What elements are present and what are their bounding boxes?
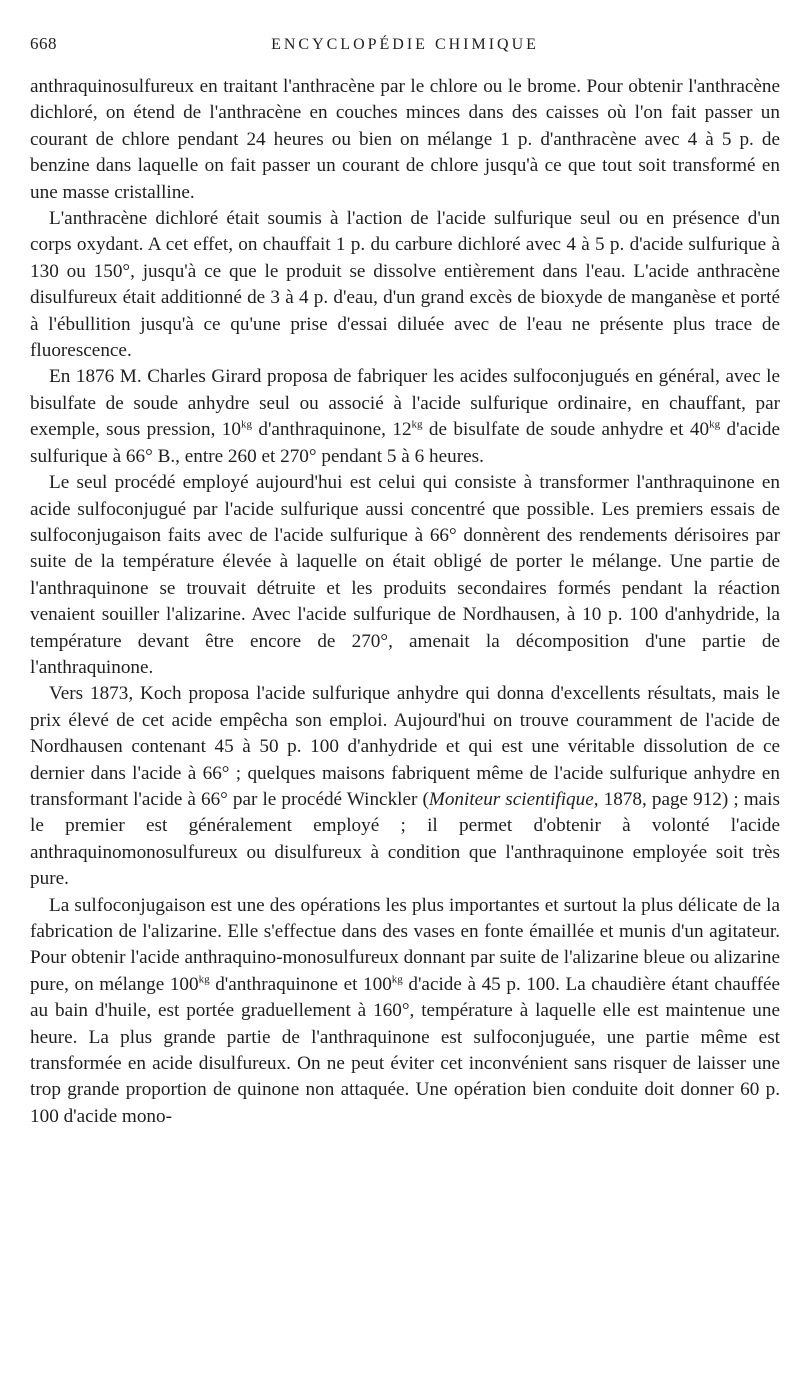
text-run: L'anthracène dichloré était soumis à l'action de l'acide sulfurique seul ou en présence d'un corps oxydant. A cet effet, on chauffait 1 p. du carbure dichloré avec 4 à 5 p. d'acide sulfurique à 130 ou 150°, jusqu'à ce que le produit se dissolve entièrement dans l'eau. L'acide anthracène disulfureux était additionné de 3 à 4 p. d'eau, d'un grand excès de bioxyde de manganèse et porté à l'ébullition jusqu'à ce qu'une prise d'essai diluée avec de l'eau ne présente plus trace de fluorescence. — [30, 208, 780, 362]
body-text — [30, 74, 780, 1130]
text-run: , 1878, page 912) ; mais le premier est généralement employé ; il permet d'obtenir à volonté l'acide anthraquinomonosulfureux ou disulfureux à condition que l'anthraquinone employée soit très pure. — [30, 788, 780, 890]
running-head: ENCYCLOPÉDIE CHIMIQUE — [271, 36, 539, 53]
page-header — [30, 34, 780, 64]
unit-superscript: kg — [411, 418, 423, 431]
paragraph — [30, 206, 780, 364]
text-run: d'acide sulfurique à 66° B., entre 260 et 270° pendant 5 à 6 heures. — [30, 419, 780, 467]
unit-superscript: kg — [198, 973, 210, 986]
unit-superscript: kg — [709, 418, 721, 431]
paragraph — [30, 893, 780, 1131]
unit-superscript: kg — [240, 418, 252, 431]
unit-superscript: kg — [391, 973, 403, 986]
paragraph — [30, 364, 780, 470]
journal-title: Moniteur scientifique — [428, 788, 594, 810]
text-run: d'acide à 45 p. 100. La chaudière étant chauffée au bain d'huile, est portée graduellement à 160°, température à laquelle elle est maintenue une heure. La plus grande partie de l'anthraquinone est sulfoconjuguée, une partie même est transformée en acide disulfureux. On ne peut éviter cet inconvénient sans risquer de laisser une trop grande proportion de quinone non attaquée. Une opération bien conduite doit donner 60 p. 100 d'acide mono- — [30, 973, 781, 1127]
page-number: 668 — [30, 34, 57, 53]
paragraph — [30, 681, 780, 892]
text-run: La sulfoconjugaison est une des opérations les plus importantes et surtout la plus délicate de la fabrication de l'alizarine. Elle s'effectue dans des vases en fonte émaillée et munis d'un agitateur. Pour obtenir l'acide anthraquino-monosulfureux donnant par suite de l'alizarine bleue ou alizarine pure, on mélange 100 — [30, 894, 780, 995]
text-run: Le seul procédé employé aujourd'hui est celui qui consiste à transformer l'anthraquinone en acide sulfoconjugué par l'acide sulfurique aussi concentré que possible. Les premiers essais de sulfoconjugaison faits avec de l'acide sulfurique à 66° donnèrent des rendements dérisoires par suite de la température élevée à laquelle on était obligé de porter le mélange. Une partie de l'anthraquinone se trouvait détruite et les produits secondaires formés pendant la réaction venaient souiller l'alizarine. Avec l'acide sulfurique de Nordhausen, à 10 p. 100 d'anhydride, la température devant être encore de 270°, amenait la décomposition d'une partie de l'anthraquinone. — [30, 472, 780, 678]
text-run: Vers 1873, Koch proposa l'acide sulfurique anhydre qui donna d'excellents résultats, mais le prix élevé de cet acide empêcha son emploi. Aujourd'hui on trouve couramment de l'acide de Nordhausen contenant 45 à 50 p. 100 d'anhydride et qui est une véritable dissolution de ce dernier dans l'acide à 66° ; quelques maisons fabriquent même de l'acide sulfurique anhydre en transformant l'acide à 66° par le procédé Winckler ( — [30, 683, 780, 810]
text-run: anthraquinosulfureux en traitant l'anthracène par le chlore ou le brome. Pour obtenir l'anthracène dichloré, on étend de l'anthracène en couches minces dans des caisses où l'on fait passer un courant de chlore pendant 24 heures ou bien on mélange 1 p. d'anthracène avec 4 à 5 p. de benzine dans laquelle on fait passer un courant de chlore jusqu'à ce que tout soit transformé en une masse cristalline. — [30, 76, 780, 203]
text-run: d'anthraquinone, 12 — [251, 419, 412, 441]
paragraph — [30, 470, 780, 681]
text-run: d'anthraquinone et 100 — [209, 973, 392, 995]
text-run: de bisulfate de soude anhydre et 40 — [422, 419, 710, 441]
paragraph — [30, 74, 780, 206]
text-run: En 1876 M. Charles Girard proposa de fabriquer les acides sulfoconjugués en général, avec le bisulfate de soude anhydre seul ou associé à l'acide sulfurique ordinaire, en chauffant, par exemple, sous pression, 10 — [30, 366, 780, 441]
